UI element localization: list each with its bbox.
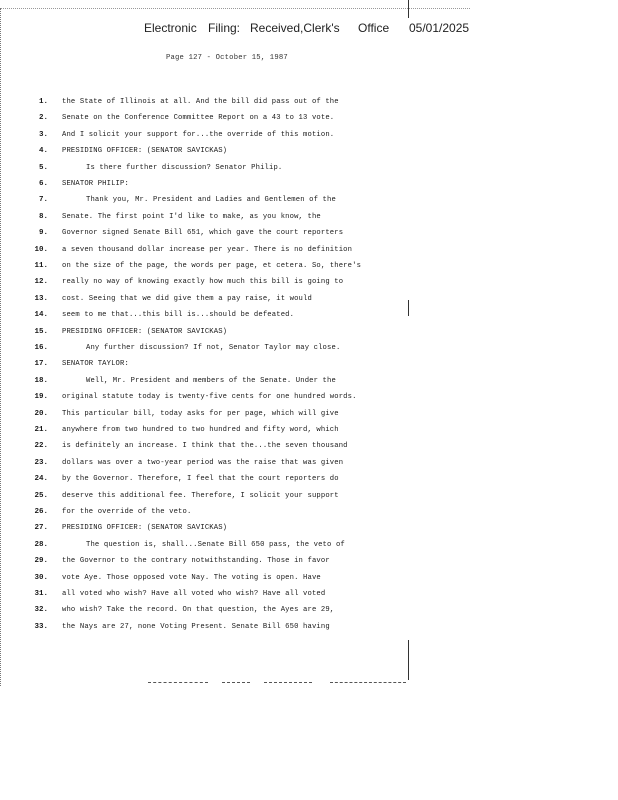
transcript-line [0,276,618,288]
transcript-line [0,506,618,518]
line-text: Any further discussion? If not, Senator Taylor may close. [86,344,341,352]
line-number: 12. [34,278,48,287]
transcript-line [0,490,618,502]
line-number: 28. [34,540,48,549]
transcript-line [0,621,618,633]
scan-mark-right [408,0,409,18]
page-header: Page 127 - October 15, 1987 [166,54,288,62]
line-text: the Governor to the contrary notwithstanding. Those in favor [62,557,330,566]
line-number: 17. [34,360,48,369]
line-number: 14. [34,311,48,320]
line-text: Senate. The first point I'd like to make, as you know, the [62,212,321,221]
transcript-line [0,424,618,436]
transcript-line [0,588,618,600]
line-number: 9. [38,229,48,238]
line-text: seem to me that...this bill is...should be defeated. [62,311,295,320]
line-number: 25. [34,491,48,500]
line-number: 10. [34,245,48,254]
transcript-line [0,112,618,124]
line-text: And I solicit your support for...the override of this motion. [62,130,335,139]
line-text: Governor signed Senate Bill 651, which gave the court reporters [62,229,344,238]
filing-stamp [144,21,469,35]
transcript-line [0,227,618,239]
line-text: all voted who wish? Have all voted who wish? Have all voted [62,590,326,598]
line-number: 8. [38,212,48,221]
line-text: who wish? Take the record. On that question, the Ayes are 29, [62,606,335,615]
line-number: 19. [34,393,48,402]
transcript-line [0,408,618,420]
transcript-line [0,522,618,534]
transcript-line [0,145,618,157]
transcript-line [0,162,618,174]
line-text: the Nays are 27, none Voting Present. Senate Bill 650 having [62,622,330,631]
line-text: really no way of knowing exactly how much this bill is going to [62,278,344,287]
line-text: PRESIDING OFFICER: (SENATOR SAVICKAS) [62,524,228,533]
scan-mark-right [408,640,409,680]
line-text: by the Governor. Therefore, I feel that the court reporters do [62,475,339,484]
line-text: The question is, shall...Senate Bill 650 pass, the veto of [86,540,345,549]
line-number: 23. [34,458,48,467]
line-number: 3. [38,130,48,139]
transcript-line [0,260,618,272]
line-text: SENATOR PHILIP: [62,180,129,188]
line-text: on the size of the page, the words per page, et cetera. So, there's [62,262,362,270]
line-text: the State of Illinois at all. And the bill did pass out of the [62,98,339,106]
line-text: PRESIDING OFFICER: (SENATOR SAVICKAS) [62,327,228,336]
line-number: 1. [38,98,48,106]
transcript-line [0,129,618,141]
line-text: deserve this additional fee. Therefore, I solicit your support [62,491,339,500]
transcript-line [0,358,618,370]
line-text: This particular bill, today asks for per page, which will give [62,409,339,418]
line-text: vote Aye. Those opposed vote Nay. The voting is open. Have [62,573,321,582]
scan-bottom-mark [148,682,208,683]
scan-top-border [0,8,470,9]
transcript-line [0,293,618,305]
transcript-line [0,555,618,567]
line-number: 5. [38,163,48,172]
stamp-date: 05/01/2025 [409,21,470,35]
transcript-line [0,391,618,403]
transcript-line [0,96,618,108]
line-number: 30. [34,573,48,582]
scan-bottom-mark [264,682,312,683]
line-number: 20. [34,409,48,418]
line-number: 22. [34,442,48,451]
line-number: 26. [34,508,48,516]
line-text: SENATOR TAYLOR: [62,360,129,369]
scan-bottom-mark [222,682,250,683]
transcript-line [0,572,618,584]
stamp-filing: Filing: [208,21,241,35]
line-number: 4. [38,147,48,156]
transcript-line [0,326,618,338]
transcript-line [0,194,618,206]
line-text: anywhere from two hundred to two hundred and fifty word, which [62,426,339,434]
line-number: 16. [34,344,48,352]
line-text: PRESIDING OFFICER: (SENATOR SAVICKAS) [62,147,228,156]
line-number: 21. [34,426,48,434]
line-number: 2. [38,114,48,123]
line-text: Thank you, Mr. President and Ladies and Gentlemen of the [86,196,336,205]
line-text: Senate on the Conference Committee Report on a 43 to 13 vote. [62,114,335,123]
transcript-line [0,244,618,256]
transcript-line [0,375,618,387]
line-number: 33. [34,622,48,631]
line-text: a seven thousand dollar increase per year. There is no definition [62,245,353,254]
line-number: 32. [34,606,48,615]
line-number: 13. [34,294,48,303]
line-number: 7. [38,196,48,205]
line-number: 11. [34,262,48,270]
transcript-line [0,604,618,616]
transcript-line [0,473,618,485]
line-number: 29. [34,557,48,566]
stamp-received: Received,Clerk's [250,21,340,35]
line-text: Is there further discussion? Senator Philip. [86,163,283,172]
line-number: 27. [34,524,48,533]
line-text: is definitely an increase. I think that the...the seven thousand [62,442,348,451]
transcript-line [0,440,618,452]
line-text: dollars was over a two-year period was the raise that was given [62,458,344,467]
stamp-electronic: Electronic [144,21,197,35]
line-number: 18. [34,376,48,385]
transcript-line [0,178,618,190]
line-number: 31. [34,590,48,598]
transcript-line [0,342,618,354]
line-number: 6. [38,180,48,188]
transcript-line [0,211,618,223]
line-number: 24. [34,475,48,484]
line-text: original statute today is twenty-five cents for one hundred words. [62,393,357,402]
stamp-office: Office [358,21,390,35]
line-text: cost. Seeing that we did give them a pay raise, it would [62,294,312,303]
transcript-line [0,457,618,469]
transcript-line [0,309,618,321]
transcript-line [0,539,618,551]
line-text: Well, Mr. President and members of the Senate. Under the [86,376,336,385]
scan-bottom-mark [330,682,406,683]
line-number: 15. [34,327,48,336]
line-text: for the override of the veto. [62,508,192,516]
